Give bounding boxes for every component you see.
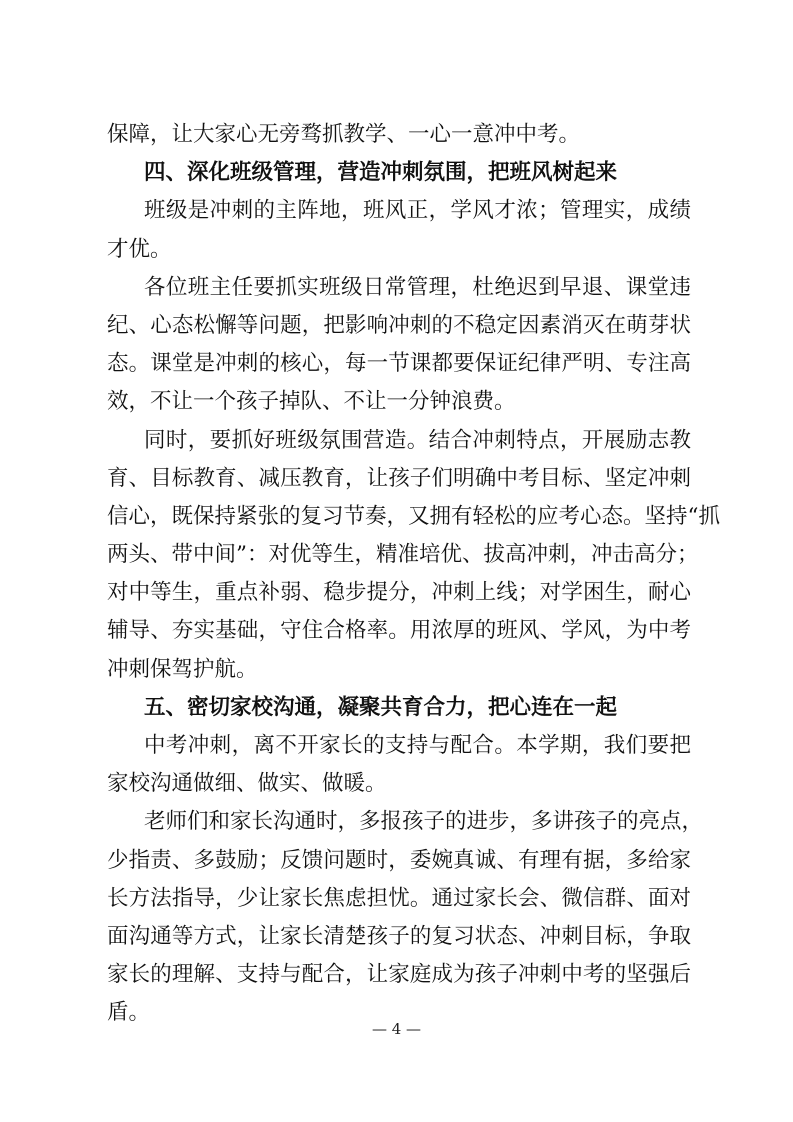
document-body [107, 116, 720, 1033]
text-line: 才优。 [107, 236, 172, 262]
paragraph [107, 803, 704, 1032]
text-line: 效，不让一个孩子掉队、不让一分钟浪费。 [107, 389, 516, 415]
section-heading [107, 689, 691, 727]
text-line: 同时，要抓好班级氛围营造。结合冲刺特点，开展励志教 [144, 427, 691, 453]
paragraph [107, 269, 691, 422]
text-line: 盾。 [107, 1000, 151, 1026]
text-line: 育、目标教育、减压教育，让孩子们明确中考目标、坚定冲刺 [107, 465, 691, 491]
text-line: 两头、带中间”：对优等生，精准培优、拔高冲刺，冲击高分； [107, 542, 699, 568]
text-line: 老师们和家长沟通时，多报孩子的进步，多讲孩子的亮点， [144, 809, 704, 835]
text-line: 态。课堂是冲刺的核心，每一节课都要保证纪律严明、专注高 [107, 351, 691, 377]
text-line: 少指责、多鼓励；反馈问题时，委婉真诚、有理有据，多给家 [107, 847, 691, 873]
text-line: 家长的理解、支持与配合，让家庭成为孩子冲刺中考的坚强后 [107, 962, 691, 988]
text-line: 纪、心态松懈等问题，把影响冲刺的不稳定因素消灭在萌芽状 [107, 312, 691, 338]
paragraph [107, 192, 691, 268]
text-line: 保障，让大家心无旁骛抓教学、一心一意冲中考。 [107, 122, 581, 147]
text-line: 面沟通等方式，让家长清楚孩子的复习状态、冲刺目标，争取 [107, 923, 691, 949]
text-line: 班级是冲刺的主阵地，班风正，学风才浓；管理实，成绩 [144, 198, 691, 224]
text-line: 长方法指导，少让家长焦虑担忧。通过家长会、微信群、面对 [107, 885, 691, 911]
section-heading [107, 154, 691, 192]
page-number: — 4 — [371, 1020, 422, 1038]
text-line: 冲刺保驾护航。 [107, 656, 258, 682]
text-line: 各位班主任要抓实班级日常管理，杜绝迟到早退、课堂违 [144, 274, 691, 300]
text-line: 中考冲刺，离不开家长的支持与配合。本学期，我们要把 [144, 733, 691, 758]
paragraph [107, 116, 691, 154]
text-line: 四、深化班级管理，营造冲刺氛围，把班风树起来 [144, 160, 618, 186]
text-line: 辅导、夯实基础，守住合格率。用浓厚的班风、学风，为中考 [107, 618, 691, 644]
text-line: 家校沟通做细、做实、做暖。 [107, 771, 387, 797]
text-line: 对中等生，重点补弱、稳步提分，冲刺上线；对学困生，耐心 [107, 580, 691, 606]
text-line: 信心，既保持紧张的复习节奏，又拥有轻松的应考心态。坚持“抓 [107, 503, 720, 529]
paragraph [107, 727, 691, 803]
paragraph [107, 422, 720, 689]
text-line: 五、密切家校沟通，凝聚共育合力，把心连在一起 [144, 694, 618, 720]
